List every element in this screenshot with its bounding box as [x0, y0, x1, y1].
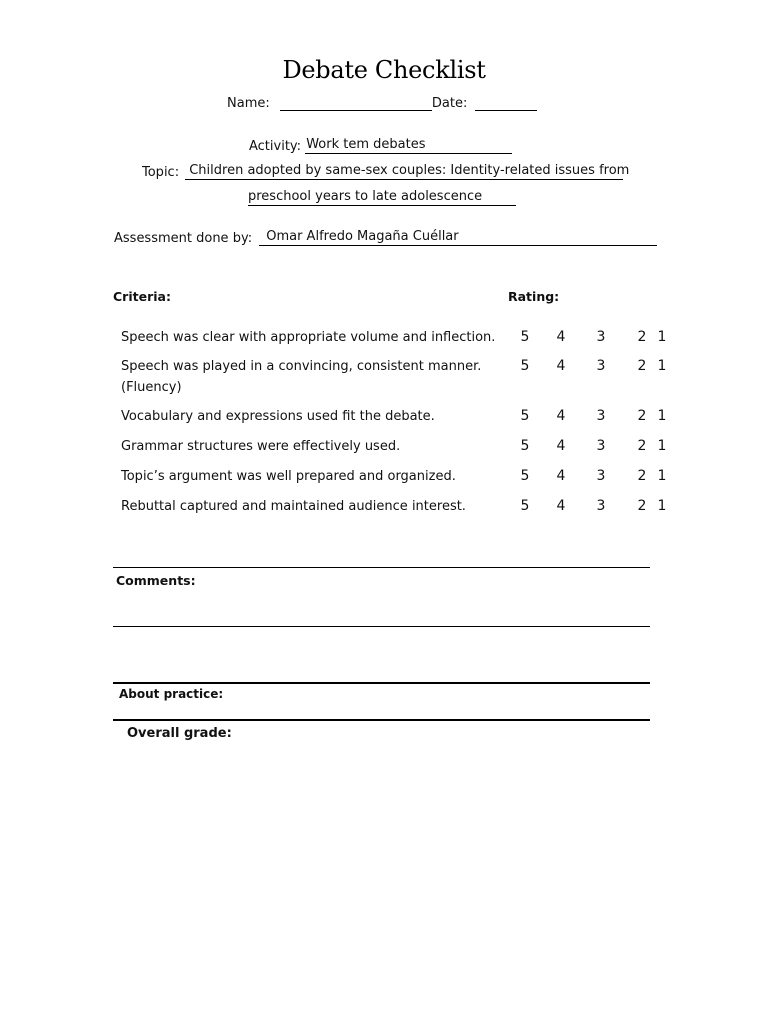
rating-option[interactable]: 5: [520, 358, 530, 374]
rating-option[interactable]: 3: [596, 358, 606, 374]
activity-field[interactable]: [305, 137, 512, 154]
name-label: Name:: [227, 96, 270, 111]
topic-field-2[interactable]: [248, 189, 516, 206]
rating-option[interactable]: 4: [556, 438, 566, 454]
criterion-text: [121, 496, 501, 517]
date-field[interactable]: [475, 95, 537, 111]
name-date-line: [227, 95, 537, 111]
rating-option[interactable]: 2: [637, 358, 647, 374]
grade-label: Overall grade:: [127, 726, 232, 741]
criterion-text: [121, 356, 501, 398]
criterion-text: [121, 436, 501, 457]
criterion-text: [121, 466, 501, 487]
practice-label: About practice:: [119, 687, 224, 701]
rating-option[interactable]: 4: [556, 358, 566, 374]
rating-option[interactable]: 2: [637, 468, 647, 484]
topic-value-line2: preschool years to late adolescence: [248, 189, 483, 204]
rating-option[interactable]: 3: [596, 468, 606, 484]
rating-option[interactable]: 4: [556, 498, 566, 514]
activity-value: Work tem debates: [306, 137, 426, 152]
rating-option[interactable]: 5: [520, 468, 530, 484]
divider-top: [113, 567, 650, 568]
activity-label: Activity:: [249, 139, 302, 154]
criterion-text: [121, 327, 501, 348]
criteria-header: Criteria:: [113, 289, 171, 304]
criterion-line: Topic’s argument was well prepared and organized.: [121, 469, 456, 484]
rating-option[interactable]: 1: [657, 408, 667, 424]
topic-label: Topic:: [142, 165, 180, 180]
rating-option[interactable]: 1: [657, 358, 667, 374]
assessor-value: Omar Alfredo Magaña Cuéllar: [266, 229, 459, 244]
rating-option[interactable]: 3: [596, 498, 606, 514]
rating-option[interactable]: 4: [556, 468, 566, 484]
rating-option[interactable]: 5: [520, 408, 530, 424]
rating-option[interactable]: 3: [596, 408, 606, 424]
rating-option[interactable]: 3: [596, 329, 606, 345]
criterion-line: Speech was clear with appropriate volume and inflection.: [121, 330, 496, 345]
practice-divider: [113, 682, 650, 684]
rating-option[interactable]: 2: [637, 498, 647, 514]
rating-option[interactable]: 3: [596, 438, 606, 454]
rating-header: Rating:: [508, 289, 560, 304]
assessor-field[interactable]: [259, 229, 657, 246]
rating-option[interactable]: 5: [520, 438, 530, 454]
grade-divider: [113, 719, 650, 721]
topic-line-2: [248, 189, 516, 206]
comments-divider: [113, 626, 650, 627]
criterion-text: [121, 406, 501, 427]
comments-label: Comments:: [116, 573, 196, 588]
assessor-line: [114, 229, 657, 246]
topic-field-1[interactable]: [185, 163, 630, 180]
rating-option[interactable]: 5: [520, 329, 530, 345]
assessor-label: Assessment done by:: [114, 231, 253, 246]
rating-option[interactable]: 2: [637, 408, 647, 424]
topic-line: [142, 163, 630, 180]
rating-option[interactable]: 1: [657, 468, 667, 484]
criterion-line: Speech was played in a convincing, consistent manner.: [121, 359, 482, 374]
activity-line: [249, 137, 512, 154]
rating-option[interactable]: 1: [657, 438, 667, 454]
rating-option[interactable]: 4: [556, 329, 566, 345]
date-label: Date:: [431, 96, 468, 111]
rating-option[interactable]: 2: [637, 329, 647, 345]
rating-option[interactable]: 2: [637, 438, 647, 454]
rating-option[interactable]: 4: [556, 408, 566, 424]
criterion-line: Grammar structures were effectively used.: [121, 439, 401, 454]
topic-value-line1: Children adopted by same-sex couples: Identity-related issues from: [189, 163, 630, 178]
criterion-line: Rebuttal captured and maintained audience interest.: [121, 499, 466, 514]
rating-option[interactable]: 5: [520, 498, 530, 514]
page-title: Debate Checklist: [282, 56, 486, 84]
criterion-line: (Fluency): [121, 380, 182, 395]
rating-option[interactable]: 1: [657, 498, 667, 514]
criterion-line: Vocabulary and expressions used fit the debate.: [121, 409, 435, 424]
name-field[interactable]: [280, 95, 432, 111]
rating-option[interactable]: 1: [657, 329, 667, 345]
